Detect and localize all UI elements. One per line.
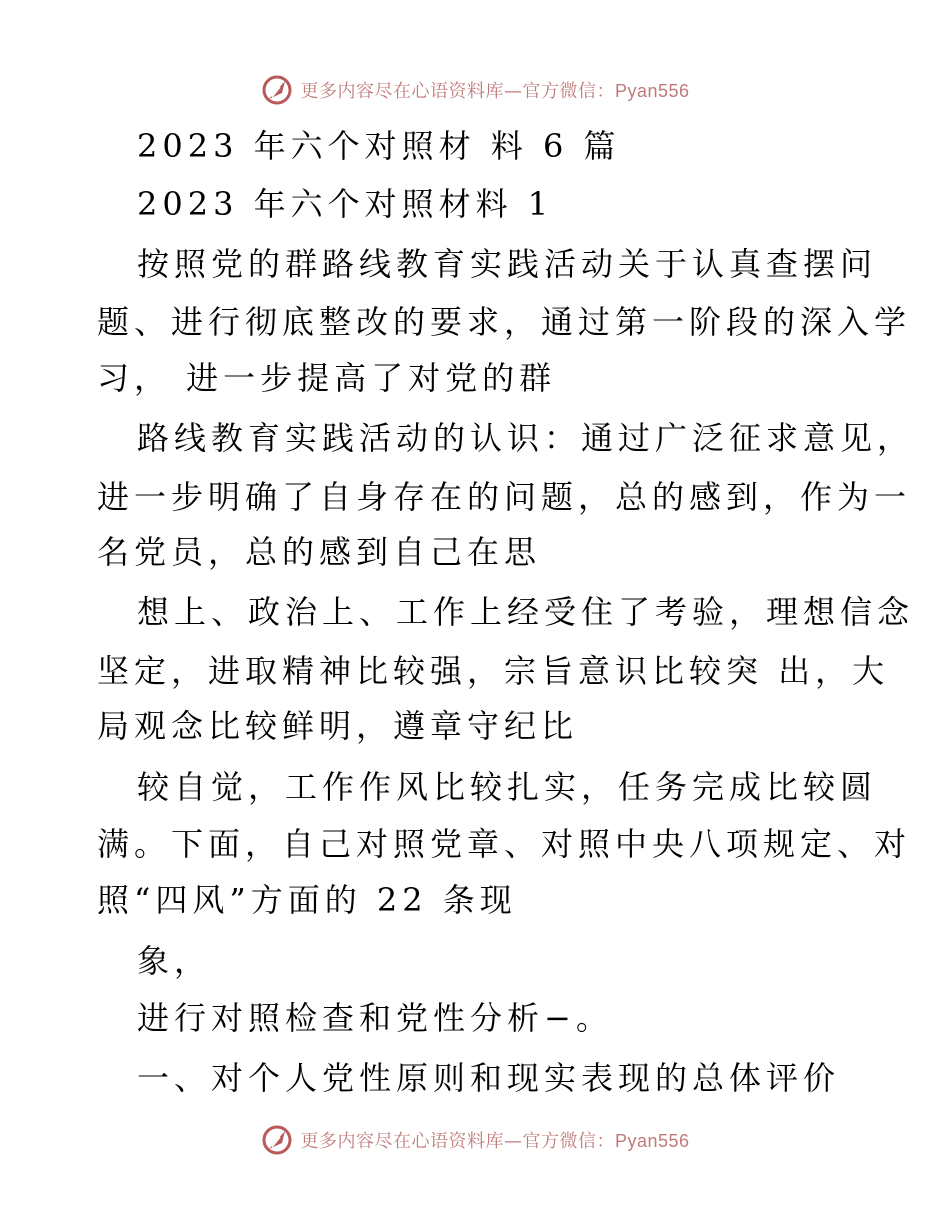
watermark-text: 更多内容尽在心语资料库—官方微信：Pyan556 <box>300 81 690 102</box>
paragraph-line: 想上、政治上、工作上经受住了考验，理想信念 <box>137 593 915 631</box>
section-heading: 2023 年六个对照材料 1 <box>137 185 554 223</box>
paragraph-line: 照“四风”方面的 22 条现 <box>97 881 517 919</box>
paragraph-line: 进一步明确了自身存在的问题，总的感到，作为一 <box>97 478 912 516</box>
wechat-id: Pyan556 <box>614 1131 690 1151</box>
watermark-text: 更多内容尽在心语资料库—官方微信：Pyan556 <box>300 1131 690 1152</box>
paragraph-line: 路线教育实践活动的认识：通过广泛征求意见， <box>137 419 915 457</box>
quill-logo-icon <box>260 1123 294 1157</box>
paragraph-line: 满。下面，自己对照党章、对照中央八项规定、对 <box>97 825 912 863</box>
paragraph-line: 较自觉，工作作风比较扎实，任务完成比较圆 <box>137 768 878 806</box>
paragraph-line: 进行对照检查和党性分析−。 <box>137 999 613 1037</box>
paragraph-line: 题、进行彻底整改的要求，通过第一阶段的深入学 <box>97 303 912 341</box>
section-heading: 一、对个人党性原则和现实表现的总体评价 <box>137 1059 841 1097</box>
paragraph-line: 习， 进一步提高了对党的群 <box>97 359 557 397</box>
paragraph-line: 坚定，进取精神比较强，宗旨意识比较突 出，大 <box>97 652 890 690</box>
paragraph-line: 局观念比较鲜明，遵章守纪比 <box>97 707 579 745</box>
quill-logo-icon <box>260 73 294 107</box>
paragraph-line: 象， <box>137 942 212 980</box>
doc-title: 2023 年六个对照材 料 6 篇 <box>137 127 621 165</box>
footer-watermark <box>0 1120 950 1160</box>
paragraph-line: 名党员，总的感到自己在思 <box>97 533 542 571</box>
header-watermark <box>0 70 950 110</box>
wechat-id: Pyan556 <box>614 81 690 101</box>
paragraph-line: 按照党的群路线教育实践活动关于认真查摆问 <box>137 245 878 283</box>
